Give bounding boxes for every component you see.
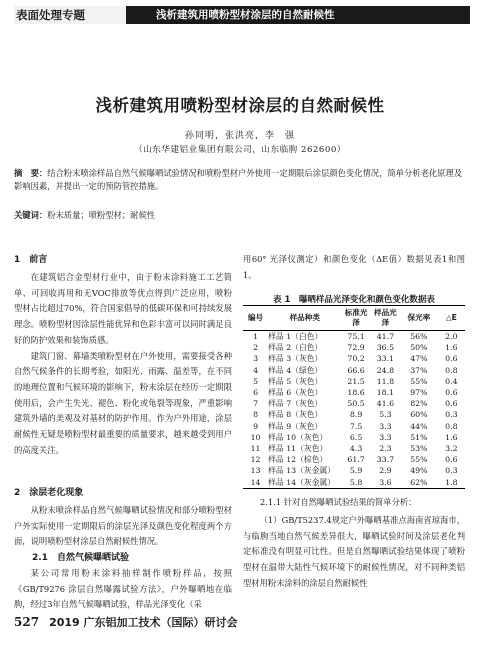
page-number: 527 xyxy=(14,615,40,629)
table-cell: 8 xyxy=(253,410,259,420)
table-cell: 1 xyxy=(253,332,259,341)
paragraph: （1）GB/T5237.4规定户外曝晒基准点海南省琼海市，与临朐当地自然气候差异很大，曝晒试验时间及涂层老化判定标准没有明显可比性。但是自然曝晒试验结果体现了喷粉型材在温带大陆性气候环境下的耐候性情况，对不同种类铝型材用粉末涂料的涂层自然耐候性 xyxy=(243,515,465,588)
table-cell: 37% xyxy=(410,365,428,375)
footer-conference: 2019 广东铝加工技术（国际）研讨会 xyxy=(49,616,238,629)
table-cell: 5.3 xyxy=(379,410,392,420)
table-cell: 5.8 xyxy=(349,477,363,487)
paragraph: 建筑门窗、幕墙类喷粉型材在户外使用，需要接受各种自然气候条件的长期考验，如阳光、雨露、温差等，在不同的地理位置和气候环境的影响下，粉末涂层在经历一定期限使用后，会产生失光、褪色、粉化或龟裂等现象，严重影响建筑外墙的美观及对基材的防护作用。作为户外用途，涂层耐候性无疑是喷粉型材最重要的质量要求，越来越受到用户的高度关注。 xyxy=(14,350,232,455)
table-cell: 24.8 xyxy=(376,365,395,375)
left-column-intro xyxy=(14,270,232,458)
table-body xyxy=(243,331,465,489)
table-cell: 2 xyxy=(253,343,259,353)
table-cell: 51% xyxy=(410,432,428,442)
table-cell: 样品 6（灰色） xyxy=(268,388,323,398)
table-cell: 11 xyxy=(250,444,261,454)
table-cell: 55% xyxy=(410,455,428,465)
running-header xyxy=(0,0,480,30)
table-cell: 60% xyxy=(410,410,428,420)
table-cell: 0.3 xyxy=(445,410,458,420)
abstract-text: 结合粉末喷涂样品自然气候曝晒试验情况和喷粉型材户外使用一定期限后涂层颜色变化情况，简单分析老化原理及影响因素，并提出一定的预防管控措施。 xyxy=(14,168,463,192)
table-cell: 2.9 xyxy=(379,466,392,476)
paper-title: 浅析建筑用喷粉型材涂层的自然耐候性 xyxy=(95,96,385,115)
left-column-sec21 xyxy=(14,566,232,613)
section-heading-1: 1 前言 xyxy=(14,255,48,265)
table-cell: 41.7 xyxy=(376,332,395,341)
table-cell: 4 xyxy=(253,365,259,375)
abstract-label: 摘 要： xyxy=(14,168,48,178)
table-cell: 0.8 xyxy=(445,365,458,375)
table-cell: 3 xyxy=(253,354,259,364)
affiliation: （山东华建铝业集团有限公司，山东临朐 262600） xyxy=(134,145,346,155)
table-row xyxy=(243,409,465,420)
table-cell: 72.9 xyxy=(347,343,365,353)
table-cell: 41.6 xyxy=(376,399,395,409)
table-cell: 6.5 xyxy=(349,432,363,442)
data-table xyxy=(243,305,465,489)
table-cell: 样品 3（灰色） xyxy=(268,354,323,364)
table-cell: 6 xyxy=(253,388,259,398)
table-cell: 36.5 xyxy=(376,343,395,353)
keywords-text: 粉末质量；喷粉型材；耐候性 xyxy=(47,210,156,220)
table-row xyxy=(243,421,465,432)
table-cell: 7.5 xyxy=(349,421,363,431)
table-cell: 样品 14（灰金属） xyxy=(268,477,336,487)
page-footer xyxy=(14,614,466,630)
right-column-top xyxy=(243,252,465,283)
table-cell: 样品 4（绿色） xyxy=(268,365,323,375)
keywords-label: 关键词： xyxy=(14,210,48,220)
table-cell: 0.6 xyxy=(445,455,458,465)
table-cell: 3.3 xyxy=(379,421,392,431)
table-cell: 7 xyxy=(253,399,259,409)
table-row xyxy=(243,387,465,398)
column-header: △E xyxy=(445,313,457,322)
authors: 孙同明，张洪亮，李 强 xyxy=(184,131,295,141)
column-header: 样品种类 xyxy=(289,313,320,322)
paragraph: 用60° 光泽仪测定）和颜色变化（ΔE值）数据见表1和图1。 xyxy=(243,254,465,280)
table-cell: 样品 10（灰色） xyxy=(268,432,328,442)
left-column-sec2 xyxy=(14,503,232,550)
table-cell: 1.8 xyxy=(445,477,458,487)
table-row xyxy=(243,331,465,343)
right-column-analysis xyxy=(243,513,465,592)
column-header: 保光率 xyxy=(407,313,431,322)
table-cell: 33.1 xyxy=(376,354,395,364)
table-cell: 12 xyxy=(250,455,261,465)
paragraph: 在建筑铝合金型材行业中，由于粉末涂料施工工艺简单、可回收再用和无VOC排放等优点得到广泛应用，喷粉型材占比超过70%，符合国家倡导的低碳环保和可持续发展理念。喷粉型材因涂层性能优异和色彩丰富可以同时满足良好的防护效果和装饰质感。 xyxy=(14,272,232,345)
table-cell: 49% xyxy=(410,466,428,476)
abstract xyxy=(14,167,466,193)
table-cell: 样品 1（白色） xyxy=(268,332,323,341)
table-cell: 82% xyxy=(410,399,428,409)
table-cell: 56% xyxy=(410,332,428,341)
table-cell: 9 xyxy=(253,421,259,431)
table-cell: 0.6 xyxy=(445,354,458,364)
table-cell: 3.6 xyxy=(379,477,392,487)
table-cell: 11.8 xyxy=(376,376,395,386)
table-cell: 样品 8（灰色） xyxy=(268,410,323,420)
header-section-label: 表面处理专题 xyxy=(14,6,128,24)
table-cell: 0.6 xyxy=(445,388,458,398)
section-heading-2: 2 涂层老化现象 xyxy=(14,488,84,498)
table-cell: 样品 12（棕色） xyxy=(268,455,328,465)
table-cell: 2.3 xyxy=(379,444,392,454)
table-cell: 样品 13（灰金属） xyxy=(268,466,336,476)
table-cell: 3.2 xyxy=(445,444,458,454)
column-header: 样品光泽 xyxy=(374,308,397,327)
table-cell: 47% xyxy=(410,354,428,364)
column-header: 编号 xyxy=(247,313,264,322)
table-cell: 样品 7（灰色） xyxy=(268,399,323,409)
table-cell: 66.6 xyxy=(347,365,365,375)
table-row xyxy=(243,454,465,465)
table-cell: 44% xyxy=(410,421,428,431)
table-cell: 0.8 xyxy=(445,421,458,431)
table-row xyxy=(243,398,465,409)
table-cell: 61.7 xyxy=(347,455,365,465)
table-cell: 53% xyxy=(410,444,428,454)
table-cell: 5.9 xyxy=(349,466,363,476)
table-cell: 50.5 xyxy=(347,399,365,409)
table-row xyxy=(243,376,465,387)
table-row xyxy=(243,353,465,364)
table-row xyxy=(243,365,465,376)
table-cell: 97% xyxy=(410,388,428,398)
table-cell: 1.6 xyxy=(445,343,458,353)
table-cell: 50% xyxy=(410,343,428,353)
table-header-row xyxy=(243,306,465,331)
table-cell: 21.5 xyxy=(347,376,365,386)
table-cell: 8.9 xyxy=(349,410,363,420)
subsection-heading-2-1-1: 2.1.1 针对自然曝晒试验结果的简单分析： xyxy=(260,497,417,507)
table-row xyxy=(243,443,465,454)
table-cell: 62% xyxy=(410,477,428,487)
table-cell: 2.0 xyxy=(445,332,458,341)
table-row xyxy=(243,432,465,443)
table-cell: 10 xyxy=(250,432,261,442)
table-cell: 样品 2（白色） xyxy=(268,343,323,353)
paragraph: 某公司常用粉末涂料抽样制作喷粉样品，按照《GB/T9276 涂层自然曝露试验方法》，户外曝晒地在临朐，经过3年自然气候曝晒试验，样品光泽变化（采 xyxy=(14,568,232,610)
table-cell: 18.6 xyxy=(347,388,365,398)
table-cell: 4.3 xyxy=(349,444,363,454)
table-cell: 70.2 xyxy=(347,354,365,364)
table-cell: 75.1 xyxy=(347,332,365,341)
column-header: 标准光泽 xyxy=(344,308,368,327)
table-cell: 样品 5（灰色） xyxy=(268,376,323,386)
table-row xyxy=(243,342,465,353)
table-row xyxy=(243,465,465,476)
table-cell: 0.4 xyxy=(445,376,458,386)
table-cell: 样品 11（灰色） xyxy=(268,444,328,454)
table-cell: 0.6 xyxy=(445,399,458,409)
table-cell: 18.1 xyxy=(376,388,395,398)
keywords xyxy=(14,209,466,221)
header-running-title: 浅析建筑用喷粉型材涂层的自然耐候性 xyxy=(126,6,470,24)
table-cell: 0.3 xyxy=(445,466,458,476)
paragraph: 从粉末喷涂样品自然气候曝晒试验情况和部分喷粉型材户外实际使用一定期限后的涂层光泽及颜色变化程度两个方面，说明喷粉型材涂层自然耐候性情况。 xyxy=(14,505,232,547)
table-cell: 1.6 xyxy=(445,432,458,442)
table-cell: 5 xyxy=(253,376,259,386)
table-cell: 33.7 xyxy=(376,455,395,465)
table-caption: 表 1 曝晒样品光泽变化和颜色变化数据表 xyxy=(273,295,435,305)
table-cell: 13 xyxy=(250,466,261,476)
table-cell: 55% xyxy=(410,376,428,386)
section-heading-2-1: 2.1 自然气候曝晒试验 xyxy=(32,553,129,563)
table-cell: 14 xyxy=(250,477,261,487)
table-cell: 3.3 xyxy=(379,432,392,442)
table-row xyxy=(243,477,465,489)
table-cell: 样品 9（灰色） xyxy=(268,421,323,431)
